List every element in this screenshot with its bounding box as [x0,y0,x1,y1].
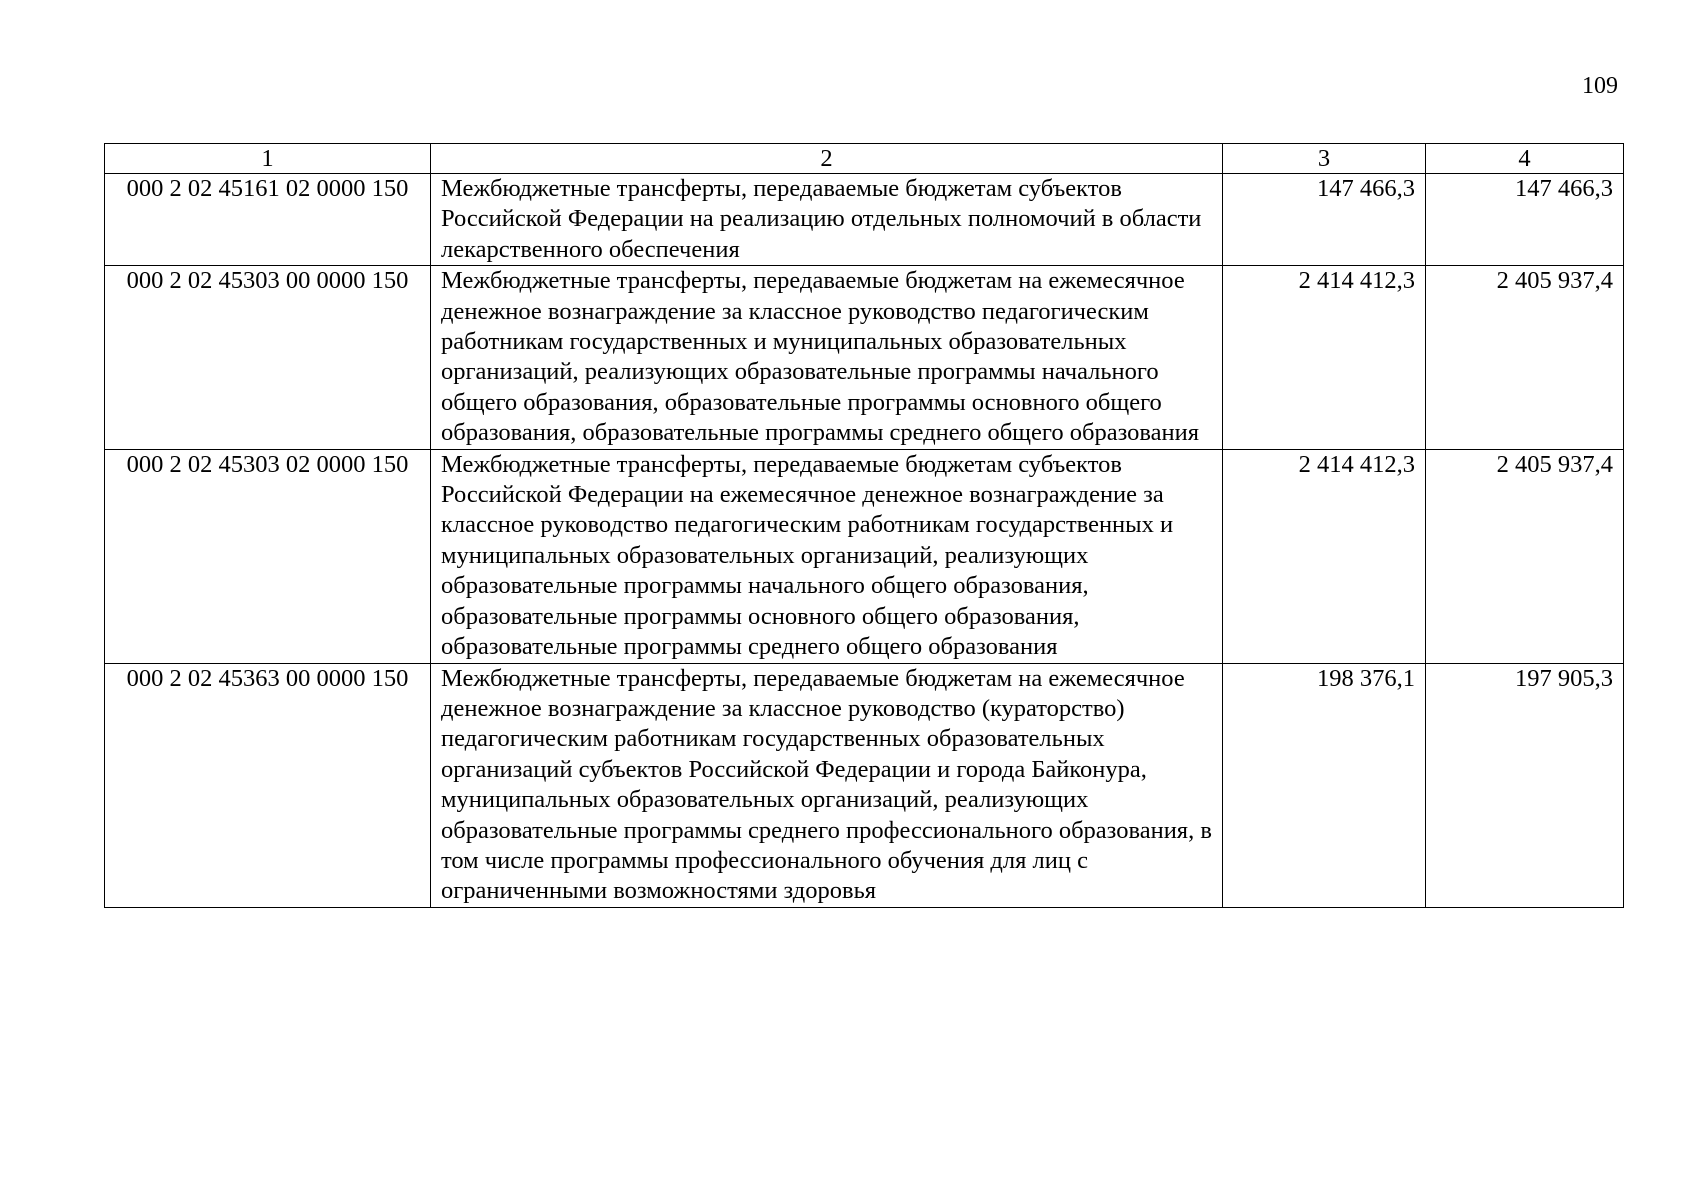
table-row [105,663,1624,907]
value-column-3-cell: 2 414 412,3 [1223,449,1426,663]
budget-table [104,143,1624,908]
value-column-4-cell: 147 466,3 [1426,174,1624,266]
column-header-1: 1 [105,144,431,174]
table-row [105,449,1624,663]
value-column-3-cell: 147 466,3 [1223,174,1426,266]
budget-code-cell: 000 2 02 45303 02 0000 150 [105,449,431,663]
table-row [105,266,1624,449]
description-cell: Межбюджетные трансферты, передаваемые бюджетам на ежемесячное денежное вознаграждение за классное руководство (кураторство) педагогическим работникам государственных образовательных организаций субъектов Российской Федерации и города Байконура, муниципальных образовательных организаций, реализующих образовательные программы среднего профессионального образования, в том числе программы профессионального обучения для лиц с ограниченными возможностями здоровья [431,663,1223,907]
table-header-row [105,144,1624,174]
value-column-4-cell: 2 405 937,4 [1426,266,1624,449]
description-cell: Межбюджетные трансферты, передаваемые бюджетам на ежемесячное денежное вознаграждение за классное руководство педагогическим работникам государственных и муниципальных образовательных организаций, реализующих образовательные программы начального общего образования, образовательные программы основного общего образования, образовательные программы среднего общего образования [431,266,1223,449]
page-number: 109 [1582,73,1618,99]
table-row [105,174,1624,266]
value-column-4-cell: 197 905,3 [1426,663,1624,907]
value-column-3-cell: 2 414 412,3 [1223,266,1426,449]
value-column-4-cell: 2 405 937,4 [1426,449,1624,663]
budget-code-cell: 000 2 02 45363 00 0000 150 [105,663,431,907]
column-header-4: 4 [1426,144,1624,174]
description-cell: Межбюджетные трансферты, передаваемые бюджетам субъектов Российской Федерации на ежемесячное денежное вознаграждение за классное руководство педагогическим работникам государственных и муниципальных образовательных организаций, реализующих образовательные программы начального общего образования, образовательные программы основного общего образования, образовательные программы среднего общего образования [431,449,1223,663]
budget-code-cell: 000 2 02 45161 02 0000 150 [105,174,431,266]
column-header-2: 2 [431,144,1223,174]
column-header-3: 3 [1223,144,1426,174]
value-column-3-cell: 198 376,1 [1223,663,1426,907]
description-cell: Межбюджетные трансферты, передаваемые бюджетам субъектов Российской Федерации на реализацию отдельных полномочий в области лекарственного обеспечения [431,174,1223,266]
budget-code-cell: 000 2 02 45303 00 0000 150 [105,266,431,449]
